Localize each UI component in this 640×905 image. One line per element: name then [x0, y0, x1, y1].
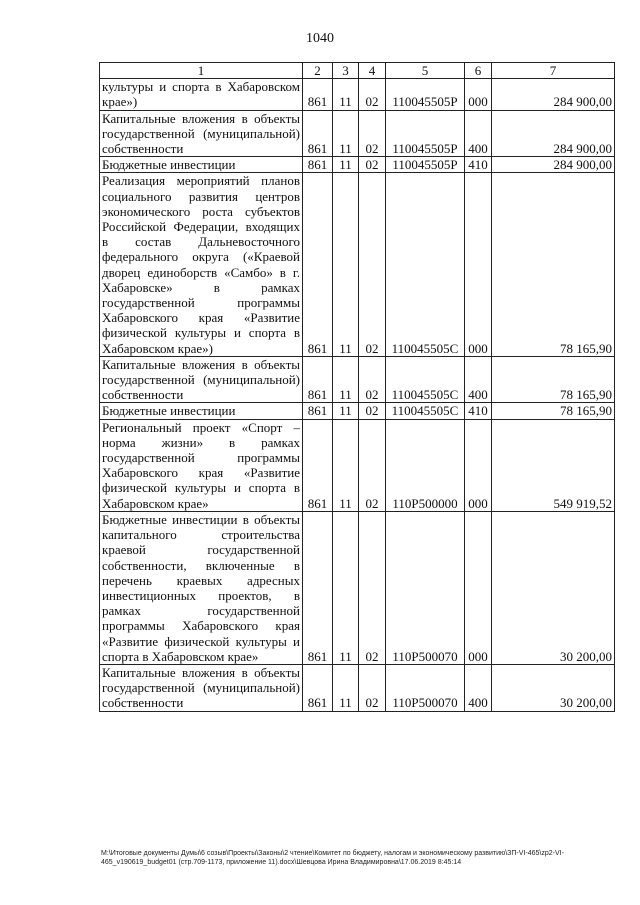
column-header: 2 [303, 63, 333, 79]
row-section-code: 11 [333, 173, 359, 356]
table-header-row [100, 63, 615, 79]
row-section-code: 11 [333, 356, 359, 403]
row-ministry-code: 861 [303, 511, 333, 664]
row-name: культуры и спорта в Хабаровском крае») [100, 79, 303, 110]
row-target-article: 110Р500070 [386, 511, 465, 664]
row-expense-type: 000 [465, 79, 492, 110]
row-section-code: 11 [333, 511, 359, 664]
row-amount: 30 200,00 [492, 664, 615, 711]
row-target-article: 110045505Р [386, 79, 465, 110]
row-target-article: 110Р500000 [386, 419, 465, 511]
row-subsection-code: 02 [359, 173, 386, 356]
column-header: 4 [359, 63, 386, 79]
table-row [100, 79, 615, 110]
row-ministry-code: 861 [303, 79, 333, 110]
row-name: Бюджетные инвестиции [100, 403, 303, 419]
row-target-article: 110045505Р [386, 157, 465, 173]
row-target-article: 110045505С [386, 403, 465, 419]
row-section-code: 11 [333, 419, 359, 511]
row-name: Бюджетные инвестиции в объекты капитального строительства краевой государственной собственности, включенные в перечень краевых адресных инвестиционных проектов, в рамках государственной программы Хабаровского края «Развитие физической культуры и спорта в Хабаровском крае» [100, 511, 303, 664]
row-subsection-code: 02 [359, 511, 386, 664]
row-expense-type: 000 [465, 173, 492, 356]
table-row [100, 356, 615, 403]
column-header: 1 [100, 63, 303, 79]
row-amount: 78 165,90 [492, 403, 615, 419]
row-ministry-code: 861 [303, 110, 333, 157]
row-name: Капитальные вложения в объекты государственной (муниципальной) собственности [100, 110, 303, 157]
row-name: Бюджетные инвестиции [100, 157, 303, 173]
column-header: 5 [386, 63, 465, 79]
document-path-footer: М:\Итоговые документы Думы\6 созыв\Проекты\Законы\2 чтение\Комитет по бюджету, налогам и экономическому развитию\ЗП-VI-465\zp2-VI-465_v190619_budget01 (стр.709-1173, приложение 11).docx\Шевцова Ирина Владимировна\17.06.2019 8:45:14 [101, 850, 564, 866]
row-subsection-code: 02 [359, 403, 386, 419]
row-name: Реализация мероприятий планов социального развития центров экономического роста субъектов Российской Федерации, входящих в состав Дальневосточного федерального округа («Краевой дворец единоборств «Самбо» в г. Хабаровске» в рамках государственной программы Хабаровского края «Развитие физической культуры и спорта в Хабаровском крае») [100, 173, 303, 356]
budget-table [99, 62, 615, 712]
row-expense-type: 400 [465, 110, 492, 157]
page-number: 1040 [306, 31, 334, 46]
row-ministry-code: 861 [303, 173, 333, 356]
table-row [100, 664, 615, 711]
row-name: Капитальные вложения в объекты государственной (муниципальной) собственности [100, 356, 303, 403]
row-ministry-code: 861 [303, 419, 333, 511]
row-section-code: 11 [333, 79, 359, 110]
column-header: 3 [333, 63, 359, 79]
table-row [100, 511, 615, 664]
table-row [100, 157, 615, 173]
row-target-article: 110045505Р [386, 110, 465, 157]
row-amount: 30 200,00 [492, 511, 615, 664]
row-subsection-code: 02 [359, 356, 386, 403]
row-subsection-code: 02 [359, 664, 386, 711]
row-ministry-code: 861 [303, 403, 333, 419]
row-expense-type: 410 [465, 157, 492, 173]
row-amount: 284 900,00 [492, 79, 615, 110]
row-section-code: 11 [333, 157, 359, 173]
row-subsection-code: 02 [359, 157, 386, 173]
row-subsection-code: 02 [359, 79, 386, 110]
row-name: Региональный проект «Спорт – норма жизни» в рамках государственной программы Хабаровского края «Развитие физической культуры и спорта в Хабаровском крае» [100, 419, 303, 511]
row-amount: 284 900,00 [492, 157, 615, 173]
table-row [100, 173, 615, 356]
row-target-article: 110045505С [386, 356, 465, 403]
row-expense-type: 000 [465, 419, 492, 511]
row-subsection-code: 02 [359, 419, 386, 511]
row-ministry-code: 861 [303, 356, 333, 403]
row-section-code: 11 [333, 403, 359, 419]
row-expense-type: 400 [465, 356, 492, 403]
row-amount: 78 165,90 [492, 356, 615, 403]
row-ministry-code: 861 [303, 157, 333, 173]
row-name: Капитальные вложения в объекты государственной (муниципальной) собственности [100, 664, 303, 711]
row-amount: 284 900,00 [492, 110, 615, 157]
row-target-article: 110045505С [386, 173, 465, 356]
row-section-code: 11 [333, 110, 359, 157]
table-row [100, 419, 615, 511]
row-expense-type: 410 [465, 403, 492, 419]
row-amount: 549 919,52 [492, 419, 615, 511]
row-target-article: 110Р500070 [386, 664, 465, 711]
column-header: 7 [492, 63, 615, 79]
row-section-code: 11 [333, 664, 359, 711]
table-row [100, 403, 615, 419]
row-expense-type: 000 [465, 511, 492, 664]
row-subsection-code: 02 [359, 110, 386, 157]
row-amount: 78 165,90 [492, 173, 615, 356]
row-expense-type: 400 [465, 664, 492, 711]
table-row [100, 110, 615, 157]
column-header: 6 [465, 63, 492, 79]
row-ministry-code: 861 [303, 664, 333, 711]
